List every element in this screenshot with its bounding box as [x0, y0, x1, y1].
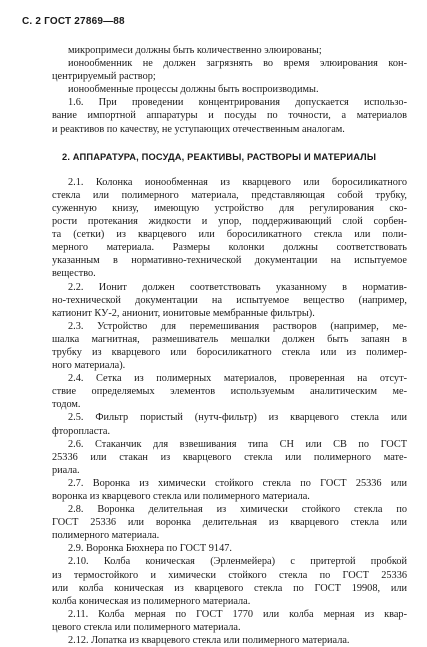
text-line: полимерного материала.: [52, 530, 160, 542]
text-line: 2.2. Ионит должен соответствовать указанному в норматив-: [68, 281, 407, 293]
text-line: та (сетки) из кварцевого или боросиликатного стекла или поли-: [52, 229, 407, 241]
text-line: 2.4. Сетка из полимерных материалов, проверенная на отсут-: [68, 373, 407, 385]
text-line: ного материала).: [52, 360, 126, 372]
paragraph: [52, 503, 407, 542]
text-line: цевого стекла или полимерного материала.: [52, 621, 241, 633]
text-line: 2.7. Воронка из химически стойкого стекла по ГОСТ 25336 или: [68, 477, 407, 489]
text-line: микропримеси должны быть количественно элюированы;: [68, 45, 322, 56]
paragraph: [52, 44, 407, 57]
text-line: из термостойкого и химически стойкого стекла по ГОСТ 25336: [52, 569, 407, 581]
text-line: суженную книзу, имеющую устройство для регулирования ско-: [52, 202, 407, 214]
text-line: вещество.: [52, 268, 96, 280]
text-line: тодом.: [52, 399, 81, 411]
document-body: [52, 44, 407, 647]
paragraph: [52, 438, 407, 477]
text-line: но-технической документации на испытуемое вещество (например,: [52, 294, 407, 306]
text-line: вание импортной аппаратуры и посуды по точности, а материалов: [52, 110, 407, 122]
text-line: указанным в нормативно-технической документации на испытуемое: [52, 255, 407, 267]
text-line: 2.8. Воронка делительная из химически стойкого стекла по: [68, 504, 407, 516]
text-line: 25336 или стакан из кварцевого стекла или полимерного мате-: [52, 451, 407, 463]
text-line: и реактивов по качеству, не уступающих отечественным аналогам.: [52, 123, 345, 135]
paragraph: [52, 542, 407, 555]
text-line: колба коническая из полимерного материала.: [52, 595, 251, 607]
text-line: шалка магнитная, размешиватель мешалки должен быть запаян в: [52, 333, 407, 345]
paragraph: [52, 320, 407, 372]
paragraph: [52, 83, 407, 96]
text-line: 1.6. При проведении концентрирования допускается использо-: [68, 97, 407, 109]
text-line: или колба коническая из кварцевого стекла по ГОСТ 19908, или: [52, 582, 407, 594]
paragraph: [52, 477, 407, 503]
section-heading: 2. АППАРАТУРА, ПОСУДА, РЕАКТИВЫ, РАСТВОРЫ И МАТЕРИАЛЫ: [62, 151, 377, 162]
text-line: трубку из кварцевого или боросиликатного стекла или из полимер-: [52, 346, 407, 358]
page-header: С. 2 ГОСТ 27869—88: [22, 16, 125, 27]
paragraph: [52, 176, 407, 281]
text-line: центрируемый раствор;: [52, 71, 156, 83]
text-line: катионит КУ-2, анионит, ионитовые мембранные фильтры).: [52, 307, 315, 319]
text-line: 2.3. Устройство для перемешивания растворов (например, ме-: [68, 320, 407, 332]
paragraph: [52, 634, 407, 647]
paragraph: [52, 411, 407, 437]
paragraph: [52, 608, 407, 634]
text-line: 2.6. Стаканчик для взвешивания типа СН или СВ по ГОСТ: [68, 438, 407, 450]
text-line: ГОСТ 25336 или воронка делительная из кварцевого стекла или: [52, 517, 407, 529]
text-line: мерного материала. Размеры колонки должны соответствовать: [52, 242, 407, 254]
paragraph: [52, 96, 407, 135]
text-line: 2.12. Лопатка из кварцевого стекла или полимерного материала.: [68, 635, 350, 647]
paragraph: [52, 57, 407, 83]
text-line: стекла или полимерного материала, представляющая собой трубку,: [52, 189, 407, 201]
paragraph: [52, 372, 407, 411]
text-line: воронка из кварцевого стекла или полимерного материала.: [52, 491, 310, 502]
text-line: ионообменник не должен загрязнять во время элюирования кон-: [68, 58, 407, 70]
text-line: 2.9. Воронка Бюхнера по ГОСТ 9147.: [68, 543, 232, 555]
paragraph: [52, 281, 407, 320]
text-line: ионообменные процессы должны быть воспроизводимы.: [68, 84, 319, 96]
text-line: 2.11. Колба мерная по ГОСТ 1770 или колба мерная из квар-: [68, 608, 407, 620]
paragraph: [52, 555, 407, 607]
text-line: 2.10. Колба коническая (Эрленмейера) с притертой пробкой: [68, 556, 407, 568]
text-line: фторопласта.: [52, 425, 111, 437]
text-line: 2.5. Фильтр пористый (нутч-фильтр) из кварцевого стекла или: [68, 412, 407, 424]
text-line: рости протекания жидкости и упор, поддерживающий слой сорбен-: [52, 216, 407, 228]
text-line: риала.: [52, 464, 80, 476]
text-line: 2.1. Колонка ионообменная из кварцевого или боросиликатного: [68, 176, 407, 188]
text-line: ствие определяемых элементов используемым аналитическим ме-: [52, 386, 407, 398]
